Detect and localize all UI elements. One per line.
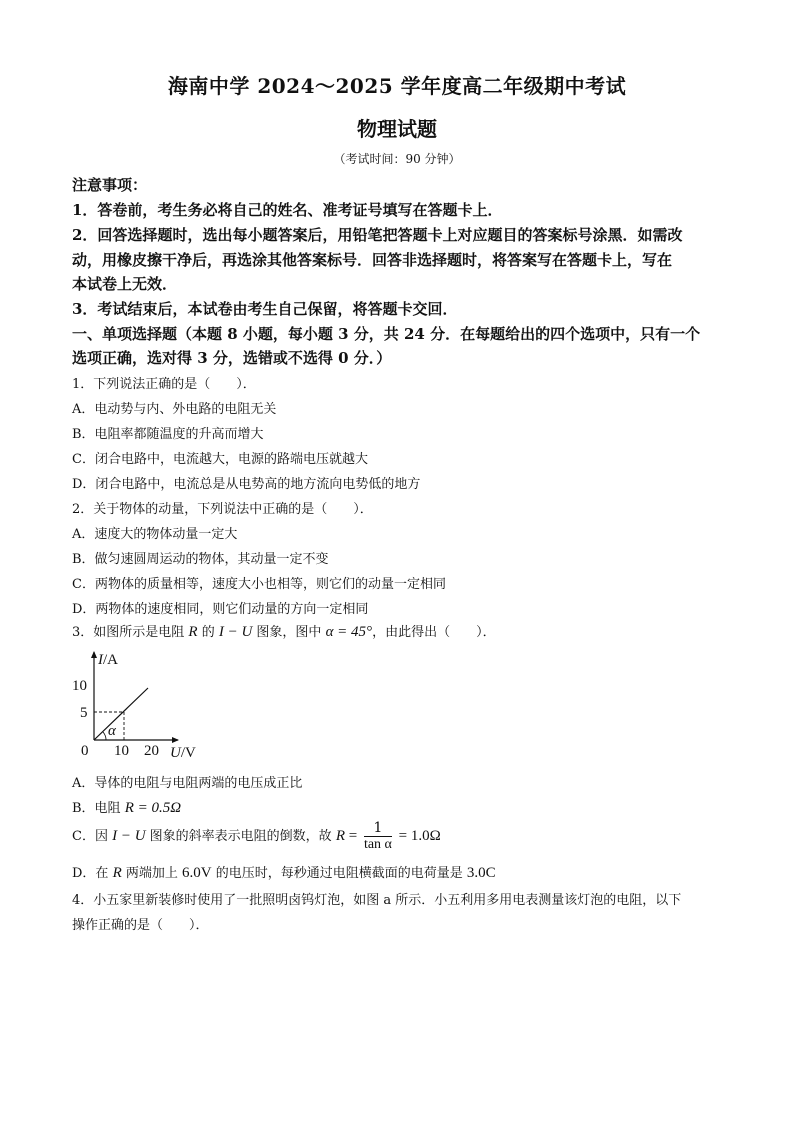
q3-alpha-equation: α = 45° — [325, 624, 373, 640]
notes-heading: 注意事项： — [72, 176, 148, 194]
q3-option-c-result: = 1.0Ω — [394, 828, 441, 844]
subject-title: 物理试题 — [357, 117, 437, 141]
q3-option-c-equals: = — [344, 828, 361, 844]
q3-option-c-text: 图象的斜率表示电阻的倒数，故 — [145, 829, 336, 844]
q3-option-d-text: 的电压时，每秒通过电阻横截面的电荷量是 — [211, 866, 467, 881]
q3-option-a: A．导体的电阻与电阻两端的电压成正比 — [72, 776, 303, 791]
q2-stem: 2．关于物体的动量，下列说法中正确的是（ ）． — [72, 502, 373, 517]
q2-option-d: D．两物体的速度相同，则它们动量的方向一定相同 — [72, 602, 369, 617]
note-2-line-1: 2．回答选择题时，选出每小题答案后，用铅笔把答题卡上对应题目的答案标号涂黑．如需改 — [72, 226, 683, 244]
angle-arc — [103, 732, 106, 740]
q1-stem: 1．下列说法正确的是（ ）． — [72, 377, 256, 392]
note-2-line-3: 本试卷上无效． — [72, 275, 178, 293]
section-heading-line-1: 一、单项选择题（本题 8 小题，每小题 3 分，共 24 分．在每题给出的四个选项中，只有一个 — [72, 325, 701, 343]
q3-option-b-formula: R = 0.5Ω — [124, 800, 182, 816]
x-axis-label: U/V — [170, 745, 196, 760]
q4-stem-line-2: 操作正确的是（ ）． — [72, 918, 209, 933]
q3-option-d-text: 两端加上 — [121, 866, 182, 881]
angle-label: α — [108, 723, 116, 739]
note-2-line-2: 动，用橡皮擦干净后，再选涂其他答案标号．回答非选择题时，将答案写在答题卡上，写在 — [72, 251, 673, 269]
q3-option-c-symbol-r: R — [335, 828, 345, 844]
q3-option-d-charge: 3.0C — [466, 865, 496, 881]
q3-stem-text: 3．如图所示是电阻 — [72, 625, 189, 640]
q3-stem-text: ，由此得出（ ）． — [372, 625, 496, 640]
y-tick-5: 5 — [80, 705, 88, 721]
y-axis-label: I/A — [98, 652, 118, 668]
q3-symbol-iu: I − U — [218, 624, 253, 640]
q3-stem-text: 图象，图中 — [252, 625, 326, 640]
q3-option-b — [72, 797, 181, 817]
q1-option-d: D．闭合电路中，电流总是从电势高的地方流向电势低的地方 — [72, 477, 421, 492]
y-tick-10: 10 — [72, 678, 87, 694]
q2-option-c: C．两物体的质量相等，速度大小也相等，则它们的动量一定相同 — [72, 577, 446, 592]
q2-option-b: B．做匀速圆周运动的物体，其动量一定不变 — [72, 552, 329, 567]
note-3: 3．考试结束后，本试卷由考生自己保留，将答题卡交回． — [72, 300, 458, 318]
q3-symbol-r: R — [188, 624, 198, 640]
x-tick-10: 10 — [114, 743, 129, 759]
q2-option-a: A．速度大的物体动量一定大 — [72, 527, 238, 542]
note-1: 1．答卷前，考生务必将自己的姓名、准考证号填写在答题卡上． — [72, 201, 503, 219]
iu-line — [94, 688, 148, 740]
q3-option-d-symbol-r: R — [112, 865, 122, 881]
q3-option-c-symbol: I − U — [112, 828, 146, 844]
q3-option-b-text: B．电阻 — [72, 801, 125, 816]
q3-stem — [72, 621, 496, 641]
exam-time: （考试时间：90 分钟） — [333, 152, 461, 166]
fraction-numerator: 1 — [364, 820, 392, 837]
exam-title: 海南中学 2024～2025 学年度高二年级期中考试 — [167, 74, 627, 98]
q4-stem-line-1: 4．小五家里新装修时使用了一批照明卤钨灯泡，如图 a 所示．小五利用多用电表测量该灯泡的电阻，以下 — [72, 893, 682, 908]
section-heading-line-2: 选项正确，选对得 3 分，选错或不选得 0 分．） — [72, 349, 392, 367]
q3-option-d-voltage: 6.0V — [182, 865, 212, 881]
q1-option-a: A．电动势与内、外电路的电阻无关 — [72, 402, 277, 417]
q3-option-d — [72, 862, 496, 882]
fraction-denominator: tan α — [363, 837, 392, 852]
q3-option-d-text: D．在 — [72, 866, 113, 881]
q3-option-c — [72, 820, 441, 853]
x-tick-20: 20 — [144, 743, 159, 759]
q1-option-b: B．电阻率都随温度的升高而增大 — [72, 427, 264, 442]
q3-stem-text: 的 — [197, 625, 219, 640]
iu-graph — [72, 648, 212, 760]
q3-option-c-text: C．因 — [72, 829, 113, 844]
origin-label: 0 — [81, 743, 89, 759]
q1-option-c: C．闭合电路中，电流越大，电源的路端电压就越大 — [72, 452, 368, 467]
q3-option-c-fraction — [364, 820, 392, 853]
